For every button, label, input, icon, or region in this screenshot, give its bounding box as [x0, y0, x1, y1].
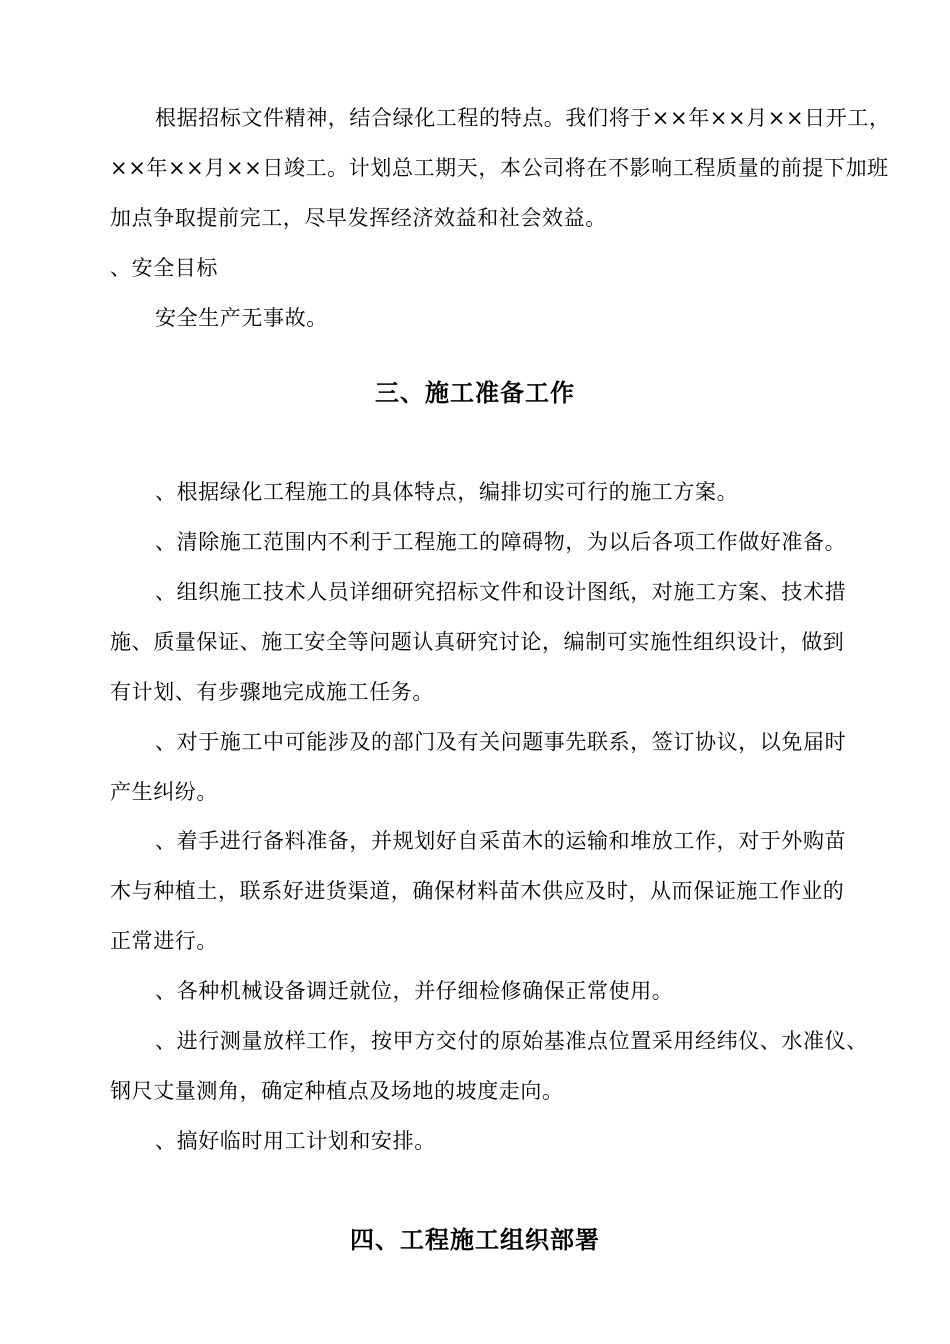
- paragraph-schedule-line-2: ××年××月××日竣工。计划总工期天，本公司将在不影响工程质量的前提下加班: [110, 156, 889, 180]
- prep-item-6: 、各种机械设备调迁就位，并仔细检修确保正常使用。: [155, 979, 674, 1003]
- prep-item-3-line-3: 有计划、有步骤地完成施工任务。: [110, 680, 434, 704]
- safety-goal-text: 安全生产无事故。: [155, 306, 328, 330]
- prep-item-2: 、清除施工范围内不利于工程施工的障碍物，为以后各项工作做好准备。: [155, 530, 847, 554]
- prep-item-4-line-2: 产生纠纷。: [110, 780, 218, 804]
- prep-item-7-line-2: 钢尺丈量测角，确定种植点及场地的坡度走向。: [110, 1079, 564, 1103]
- prep-item-5-line-1: 、着手进行备料准备，并规划好自采苗木的运输和堆放工作，对于外购苗: [155, 829, 847, 853]
- safety-goal-heading: 、安全目标: [110, 256, 218, 280]
- prep-item-5-line-2: 木与种植土，联系好进货渠道，确保材料苗木供应及时，从而保证施工作业的: [110, 879, 845, 903]
- section-3-title: 三、施工准备工作: [375, 379, 575, 407]
- prep-item-1: 、根据绿化工程施工的具体特点，编排切实可行的施工方案。: [155, 480, 739, 504]
- prep-item-5-line-3: 正常进行。: [110, 929, 218, 953]
- section-4-title: 四、工程施工组织部署: [350, 1226, 600, 1254]
- prep-item-3-line-2: 施、质量保证、施工安全等问题认真研究讨论，编制可实施性组织设计，做到: [110, 630, 845, 654]
- prep-item-8: 、搞好临时用工计划和安排。: [155, 1129, 436, 1153]
- paragraph-schedule-line-1: 根据招标文件精神，结合绿化工程的特点。我们将于××年××月××日开工，: [155, 106, 891, 130]
- paragraph-schedule-line-3: 加点争取提前完工，尽早发挥经济效益和社会效益。: [110, 206, 607, 230]
- prep-item-4-line-1: 、对于施工中可能涉及的部门及有关问题事先联系，签订协议，以免届时: [155, 730, 847, 754]
- prep-item-7-line-1: 、进行测量放样工作，按甲方交付的原始基准点位置采用经纬仪、水准仪、: [155, 1029, 868, 1053]
- prep-item-3-line-1: 、组织施工技术人员详细研究招标文件和设计图纸，对施工方案、技术措: [155, 580, 847, 604]
